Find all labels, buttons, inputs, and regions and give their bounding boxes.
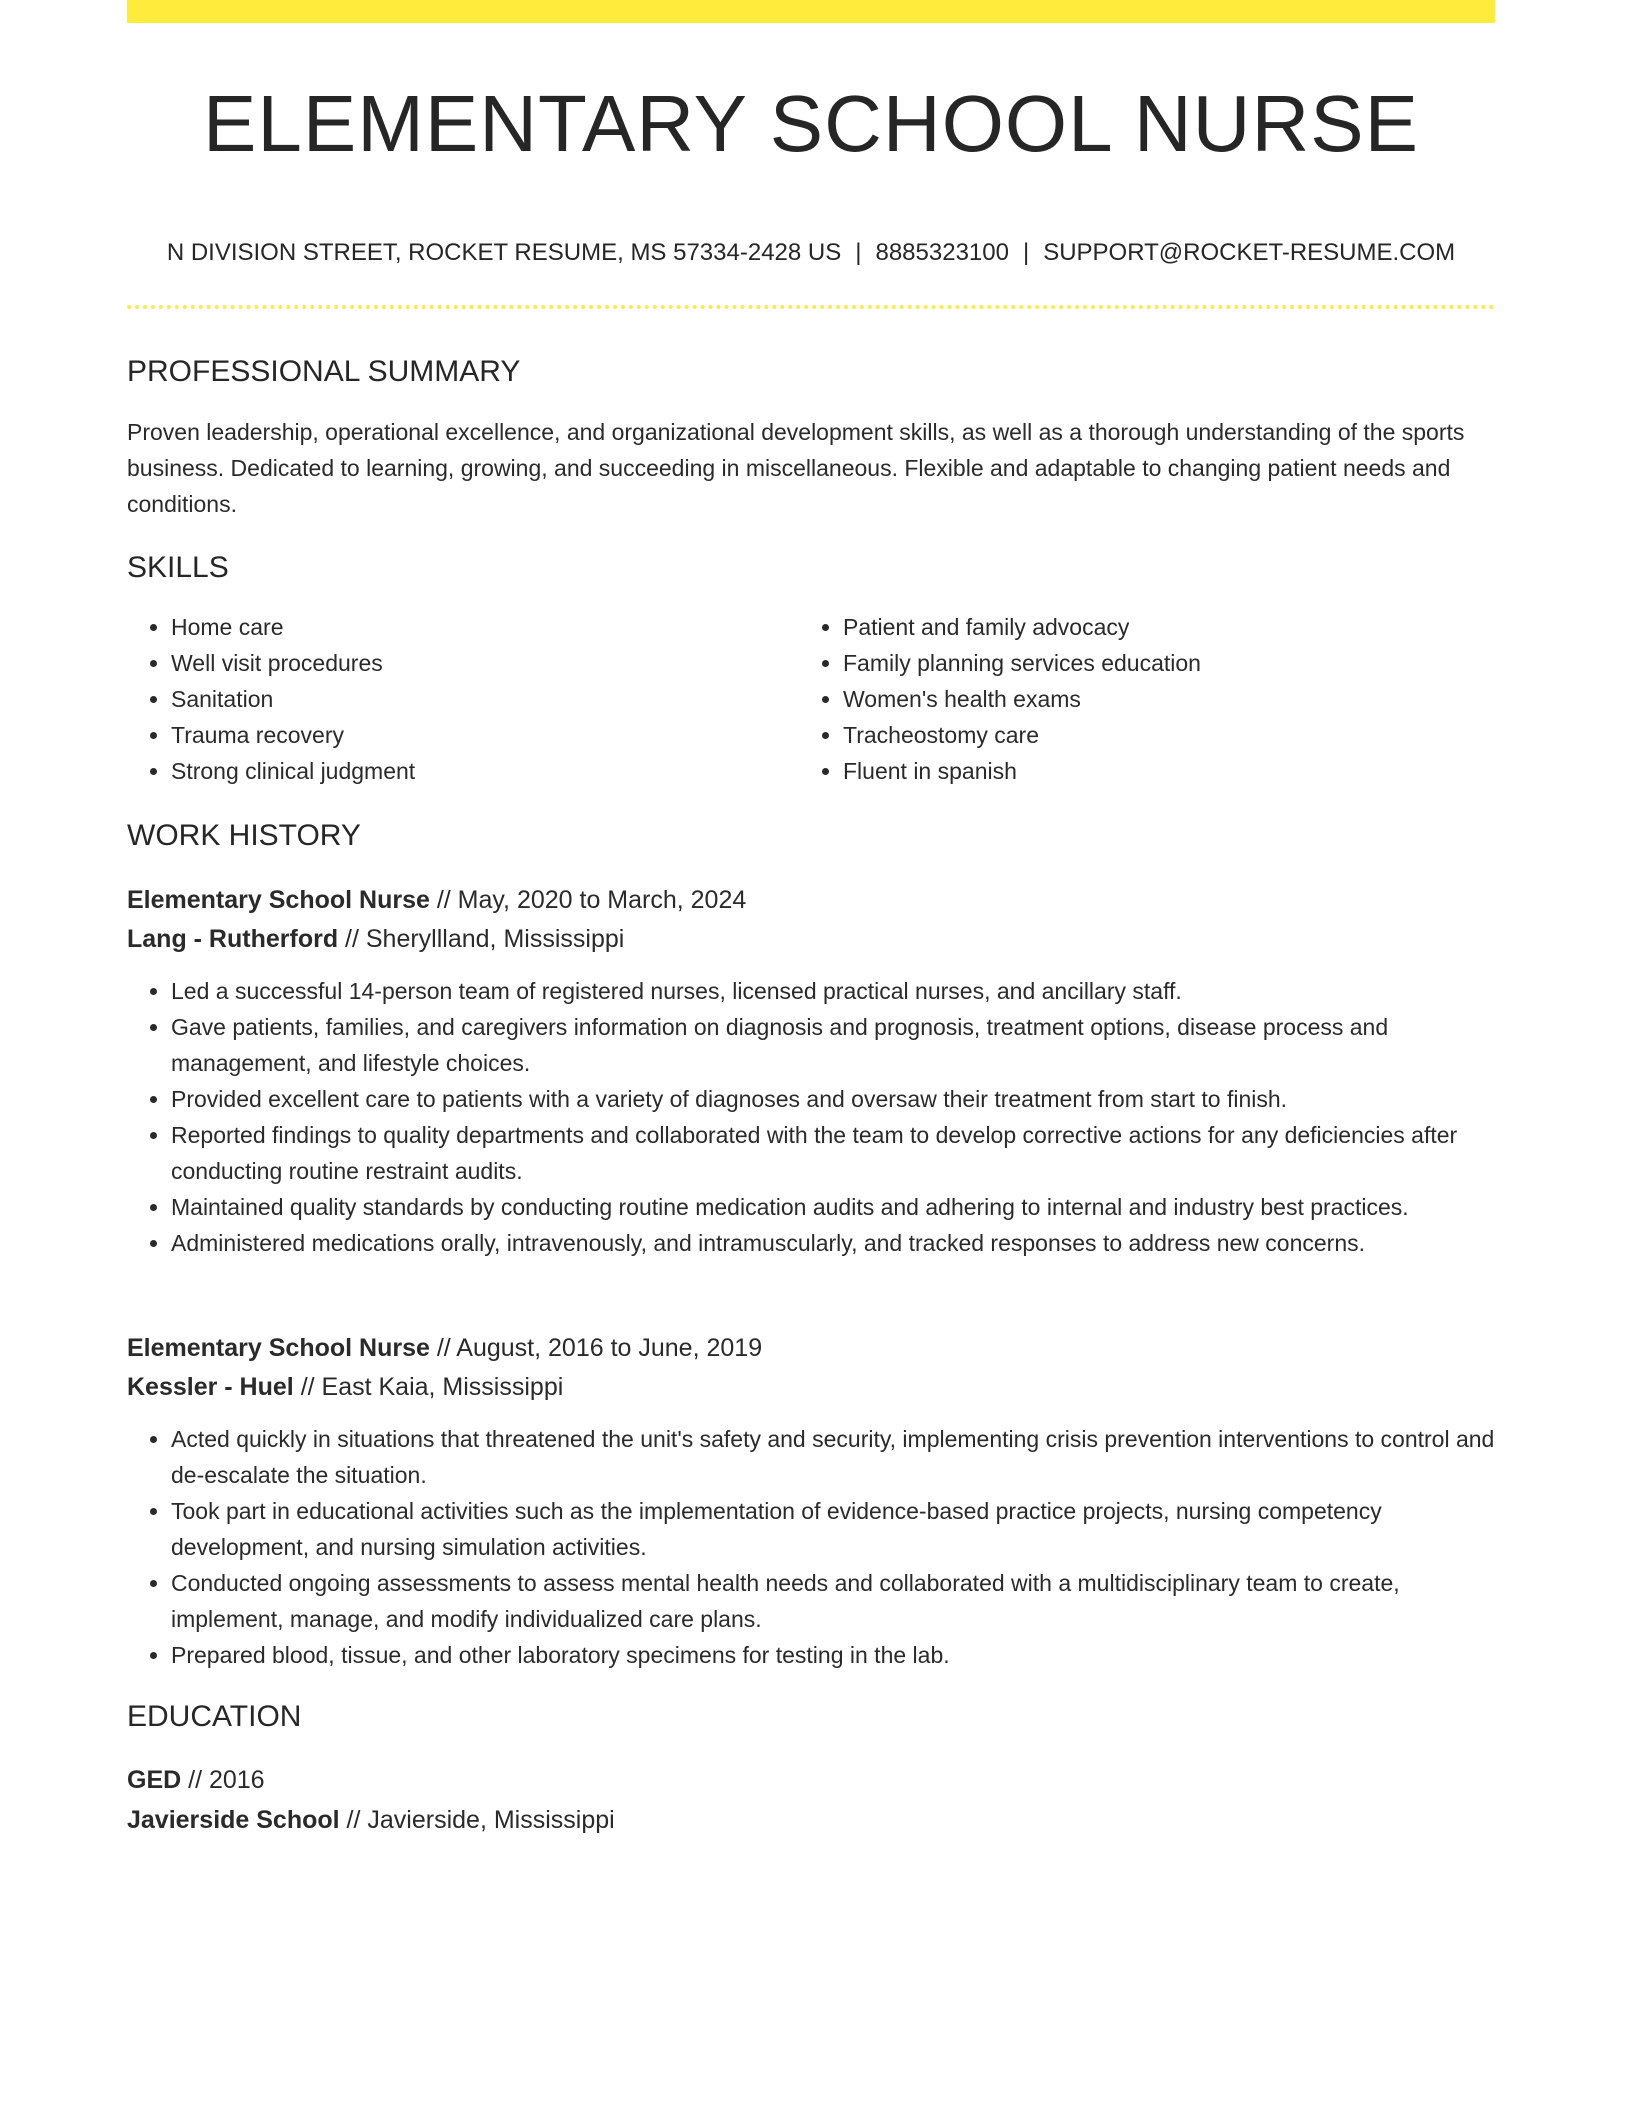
job-bullet: • Maintained quality standards by conducting routine medication audits and adhering to internal and industry best practices. [171, 1189, 1495, 1225]
job-bullet: • Provided excellent care to patients with a variety of diagnoses and oversaw their treatment from start to finish. [171, 1081, 1495, 1117]
contact-separator: | [1022, 239, 1030, 266]
job-bullet: • Led a successful 14-person team of registered nurses, licensed practical nurses, and ancillary staff. [171, 973, 1495, 1009]
contact-phone: 8885323100 [875, 239, 1009, 266]
top-accent-bar [127, 0, 1495, 23]
education-location: // Javierside, Mississippi [339, 1806, 615, 1834]
skills-right-list [799, 609, 1439, 789]
education-school-line [127, 1800, 615, 1840]
job-2-dates: // August, 2016 to June, 2019 [429, 1334, 763, 1362]
job-1-title-line [127, 880, 746, 920]
job-2-title-line [127, 1328, 762, 1368]
job-1-position: Elementary School Nurse [127, 886, 430, 914]
summary-text: Proven leadership, operational excellence, and organizational development skills, as well as a thorough understanding of the sports business. Dedicated to learning, growing, and succeeding in miscellaneous. Flexible and adaptable to changing patient needs and conditions. [127, 419, 1465, 517]
contact-address: N DIVISION STREET, ROCKET RESUME, MS 57334-2428 US [166, 239, 842, 266]
summary-title: PROFESSIONAL SUMMARY [127, 355, 521, 388]
skill-item: • Trauma recovery [171, 717, 767, 753]
job-1-bullets [127, 973, 1495, 1261]
job-1-company: Lang - Rutherford [127, 925, 339, 953]
skill-item: • Well visit procedures [171, 645, 767, 681]
job-bullet: • Acted quickly in situations that threatened the unit's safety and security, implementing crisis prevention interventions to control and de-escalate the situation. [171, 1421, 1495, 1493]
job-2-bullets [127, 1421, 1495, 1673]
job-1-dates: // May, 2020 to March, 2024 [429, 886, 747, 914]
job-2-company-line [127, 1367, 563, 1407]
skill-item: • Women's health exams [843, 681, 1439, 717]
education-school: Javierside School [127, 1806, 340, 1834]
skills-left-list [127, 609, 767, 789]
work-history-title: WORK HISTORY [127, 819, 361, 852]
contact-email: SUPPORT@ROCKET-RESUME.COM [1043, 239, 1456, 266]
education-degree-line [127, 1760, 265, 1800]
job-bullet: • Took part in educational activities such as the implementation of evidence-based practice projects, nursing competency development, and nursing simulation activities. [171, 1493, 1495, 1565]
job-2-bullet-list [127, 1421, 1495, 1673]
job-2-location: // East Kaia, Mississippi [293, 1373, 564, 1401]
job-bullet: • Reported findings to quality departments and collaborated with the team to develop corrective actions for any deficiencies after conducting routine restraint audits. [171, 1117, 1495, 1189]
education-degree: GED [127, 1766, 182, 1794]
skill-item: • Tracheostomy care [843, 717, 1439, 753]
skill-item: • Family planning services education [843, 645, 1439, 681]
education-title: EDUCATION [127, 1700, 302, 1733]
job-bullet: • Gave patients, families, and caregivers information on diagnosis and prognosis, treatment options, disease process and management, and lifestyle choices. [171, 1009, 1495, 1081]
job-bullet: • Conducted ongoing assessments to assess mental health needs and collaborated with a multidisciplinary team to create, implement, manage, and modify individualized care plans. [171, 1565, 1495, 1637]
skill-item: • Fluent in spanish [843, 753, 1439, 789]
job-1-location: // Sheryllland, Mississippi [338, 925, 625, 953]
contact-line [127, 236, 1495, 270]
resume-name: ELEMENTARY SCHOOL NURSE [203, 79, 1419, 168]
job-1-bullet-list [127, 973, 1495, 1261]
dotted-divider [127, 305, 1495, 309]
job-bullet: • Administered medications orally, intravenously, and intramuscularly, and tracked responses to address new concerns. [171, 1225, 1495, 1261]
skill-item: • Home care [171, 609, 767, 645]
skills-left-column [127, 609, 767, 789]
job-1-company-line [127, 919, 624, 959]
job-2-company: Kessler - Huel [127, 1373, 294, 1401]
skills-right-column [799, 609, 1439, 789]
job-bullet: • Prepared blood, tissue, and other laboratory specimens for testing in the lab. [171, 1637, 1495, 1673]
job-2-position: Elementary School Nurse [127, 1334, 430, 1362]
contact-separator: | [855, 239, 862, 266]
skills-title: SKILLS [127, 551, 229, 584]
skill-item: • Patient and family advocacy [843, 609, 1439, 645]
skill-item: • Sanitation [171, 681, 767, 717]
education-year: // 2016 [181, 1766, 265, 1794]
skill-item: • Strong clinical judgment [171, 753, 767, 789]
